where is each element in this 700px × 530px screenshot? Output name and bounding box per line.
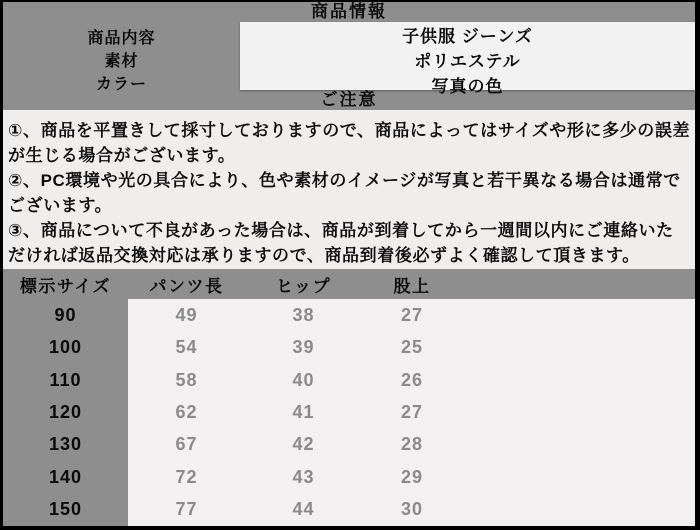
column-header-hip: ヒップ — [276, 276, 331, 296]
value-cell: 28 — [362, 429, 462, 461]
label-product-content: 商品内容 — [87, 30, 156, 47]
table-row — [3, 429, 695, 461]
filler-cell — [462, 396, 695, 428]
table-row — [3, 461, 695, 493]
value-color: 写真の色 — [431, 77, 504, 96]
info-labels-column — [3, 22, 240, 93]
table-row — [3, 396, 695, 428]
value-cell: 27 — [362, 396, 462, 428]
value-cell: 41 — [245, 396, 362, 428]
filler-cell — [462, 299, 695, 331]
table-row — [3, 331, 695, 363]
value-cell: 27 — [362, 299, 462, 331]
value-product-content: 子供服 ジーンズ — [402, 27, 533, 46]
value-cell: 44 — [245, 494, 362, 526]
value-cell: 43 — [245, 461, 362, 493]
value-material: ポリエステル — [414, 52, 521, 71]
value-cell: 49 — [128, 299, 245, 331]
table-row — [3, 299, 695, 331]
panel-inner — [3, 2, 695, 526]
page-title: 商品情報 — [311, 2, 387, 21]
notice-item-1: ①、商品を平置きして採寸しておりますので、商品によってはサイズや形に多少の誤差が生じる場合がございます。 — [8, 121, 691, 165]
filler-cell — [462, 331, 695, 363]
value-cell: 62 — [128, 396, 245, 428]
value-cell: 58 — [128, 364, 245, 396]
size-table — [3, 269, 695, 526]
product-info-header — [3, 2, 695, 110]
info-values-box — [240, 22, 695, 96]
column-header-filler — [462, 269, 695, 299]
size-cell: 140 — [3, 461, 128, 493]
table-row — [3, 494, 695, 526]
notice-text-block — [3, 110, 695, 269]
filler-cell — [462, 429, 695, 461]
filler-cell — [462, 364, 695, 396]
size-table-header-row — [3, 269, 695, 299]
size-cell: 90 — [3, 299, 128, 331]
filler-cell — [462, 494, 695, 526]
size-cell: 100 — [3, 331, 128, 363]
table-row — [3, 364, 695, 396]
notice-item-3: ③、商品について不良があった場合は、商品が到着してから一週間以内にご連絡いただければ返品交換対応は承りますので、商品到着後必ずよく確認して頂きます。 — [8, 221, 674, 265]
value-cell: 29 — [362, 461, 462, 493]
notice-title: ご注意 — [320, 90, 378, 109]
label-color: カラー — [95, 76, 147, 93]
value-cell: 67 — [128, 429, 245, 461]
size-cell: 110 — [3, 364, 128, 396]
value-cell: 40 — [245, 364, 362, 396]
value-cell: 42 — [245, 429, 362, 461]
size-cell: 120 — [3, 396, 128, 428]
size-table-body — [3, 299, 695, 526]
size-cell: 130 — [3, 429, 128, 461]
size-cell: 150 — [3, 494, 128, 526]
value-cell: 25 — [362, 331, 462, 363]
label-material: 素材 — [104, 53, 139, 70]
value-cell: 72 — [128, 461, 245, 493]
notice-item-2: ②、PC環境や光の具合により、色や素材のイメージが写真と若干異なる場合は通常でございます。 — [8, 171, 681, 215]
info-grid — [3, 22, 695, 96]
value-cell: 77 — [128, 494, 245, 526]
filler-cell — [462, 461, 695, 493]
value-cell: 38 — [245, 299, 362, 331]
column-header-pants-length: パンツ長 — [149, 276, 224, 296]
value-cell: 39 — [245, 331, 362, 363]
value-cell: 54 — [128, 331, 245, 363]
value-cell: 30 — [362, 494, 462, 526]
column-header-size: 標示サイズ — [19, 276, 112, 296]
column-header-rise: 股上 — [393, 276, 431, 296]
value-cell: 26 — [362, 364, 462, 396]
